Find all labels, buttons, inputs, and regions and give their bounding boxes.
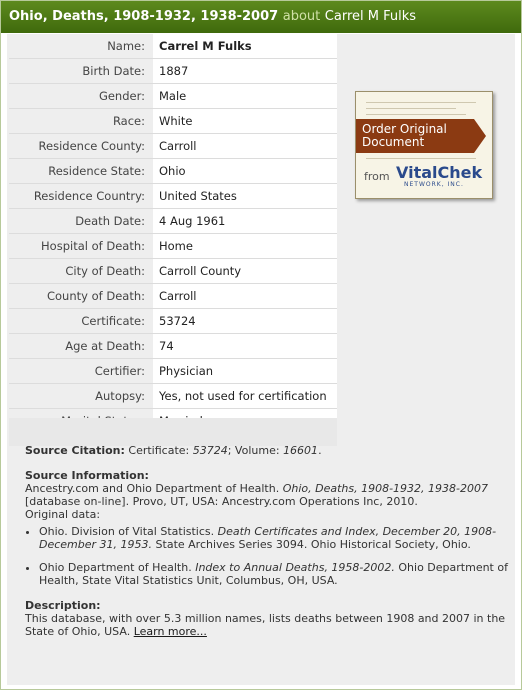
collection-title: Ohio, Deaths, 1908-1932, 1938-2007 — [9, 9, 279, 24]
field-label: Gender: — [9, 84, 153, 109]
description-text: This database, with over 5.3 million names, lists deaths between 1908 and 2007 in the State of Ohio, USA. — [25, 612, 506, 638]
field-label: City of Death: — [9, 259, 153, 284]
source-citation-heading: Source Citation: — [25, 444, 125, 457]
field-label: Hospital of Death: — [9, 234, 153, 259]
document-line — [366, 108, 456, 109]
about-label: about — [282, 9, 321, 24]
description-heading: Description: — [25, 599, 101, 612]
field-value: 4 Aug 1961 — [153, 209, 337, 234]
record-footer — [25, 444, 509, 650]
field-value: Carrel M Fulks — [153, 34, 337, 59]
table-row — [9, 159, 337, 184]
table-row — [9, 134, 337, 159]
table-row — [9, 234, 337, 259]
table-row — [9, 59, 337, 84]
bullet-pre: Ohio. Division of Vital Statistics. — [39, 525, 215, 538]
field-label: Certificate: — [9, 309, 153, 334]
source-information — [25, 469, 509, 587]
field-value: Yes, not used for certification — [153, 384, 337, 409]
field-value: United States — [153, 184, 337, 209]
table-row — [9, 184, 337, 209]
list-item — [39, 525, 509, 551]
field-value: White — [153, 109, 337, 134]
field-label: Certifier: — [9, 359, 153, 384]
order-line-1: Order Original — [362, 122, 447, 136]
citation-mid: ; Volume: — [227, 444, 280, 457]
from-label: from — [364, 170, 390, 183]
field-value: 53724 — [153, 309, 337, 334]
table-row — [9, 359, 337, 384]
field-label: Autopsy: — [9, 384, 153, 409]
citation-end: . — [318, 444, 322, 457]
source-info-heading: Source Information: — [25, 469, 149, 482]
bullet-pre: Ohio Department of Health. — [39, 561, 192, 574]
description — [25, 599, 509, 638]
citation-volume: 16601 — [283, 444, 319, 457]
citation-certificate: 53724 — [192, 444, 228, 457]
field-value: Home — [153, 234, 337, 259]
field-value: Physician — [153, 359, 337, 384]
field-label: Birth Date: — [9, 59, 153, 84]
field-label: County of Death: — [9, 284, 153, 309]
record-table — [9, 34, 337, 434]
vitalchek-rest: italChek — [408, 163, 483, 182]
bullet-italic: Index to Annual Deaths, 1958-2002. — [195, 561, 395, 574]
field-value: 1887 — [153, 59, 337, 84]
source-citation — [25, 444, 509, 457]
original-data-list — [25, 525, 509, 587]
document-line — [366, 158, 476, 159]
document-line — [366, 114, 466, 115]
original-data-label: Original data: — [25, 508, 101, 521]
field-value: 74 — [153, 334, 337, 359]
citation-prefix: Certificate: — [128, 444, 190, 457]
field-value: Carroll — [153, 284, 337, 309]
table-row — [9, 34, 337, 59]
table-filler — [9, 418, 337, 446]
record-panel — [7, 34, 515, 685]
table-row — [9, 384, 337, 409]
vitalchek-network: NETWORK, INC. — [404, 181, 464, 188]
table-row — [9, 259, 337, 284]
list-item — [39, 561, 509, 587]
page-header — [1, 1, 521, 33]
field-label: Residence Country: — [9, 184, 153, 209]
field-value: Carroll County — [153, 259, 337, 284]
order-ribbon — [355, 119, 474, 153]
field-label: Name: — [9, 34, 153, 59]
learn-more-link[interactable]: Learn more... — [133, 625, 207, 638]
document-line — [366, 102, 476, 103]
table-row — [9, 334, 337, 359]
table-row — [9, 309, 337, 334]
vitalchek-v: V — [396, 163, 409, 182]
order-line-2: Document — [362, 135, 425, 149]
field-label: Race: — [9, 109, 153, 134]
source-info-title: Ohio, Deaths, 1908-1932, 1938-2007 — [282, 482, 488, 495]
bullet-post: State Archives Series 3094. Ohio Historical Society, Ohio. — [155, 538, 471, 551]
field-value: Male — [153, 84, 337, 109]
field-label: Residence County: — [9, 134, 153, 159]
field-value: Ohio — [153, 159, 337, 184]
person-name: Carrel M Fulks — [324, 9, 417, 24]
field-value: Carroll — [153, 134, 337, 159]
table-row — [9, 209, 337, 234]
field-label: Age at Death: — [9, 334, 153, 359]
field-label: Death Date: — [9, 209, 153, 234]
bullet-post: Ohio Department of Health, State Vital Statistics Unit, Columbus, OH, USA. — [39, 561, 508, 587]
table-row — [9, 284, 337, 309]
table-row — [9, 109, 337, 134]
field-label: Residence State: — [9, 159, 153, 184]
order-original-document-button[interactable] — [355, 91, 493, 199]
table-row — [9, 84, 337, 109]
bullet-italic: Death Certificates and Index, December 20, 1908-December 31, 1953. — [39, 525, 497, 551]
source-info-text2: [database on-line]. Provo, UT, USA: Ancestry.com Operations Inc, 2010. — [25, 495, 418, 508]
source-info-body — [25, 482, 509, 508]
vitalchek-logo — [396, 163, 482, 182]
source-info-text1: Ancestry.com and Ohio Department of Health. — [25, 482, 280, 495]
